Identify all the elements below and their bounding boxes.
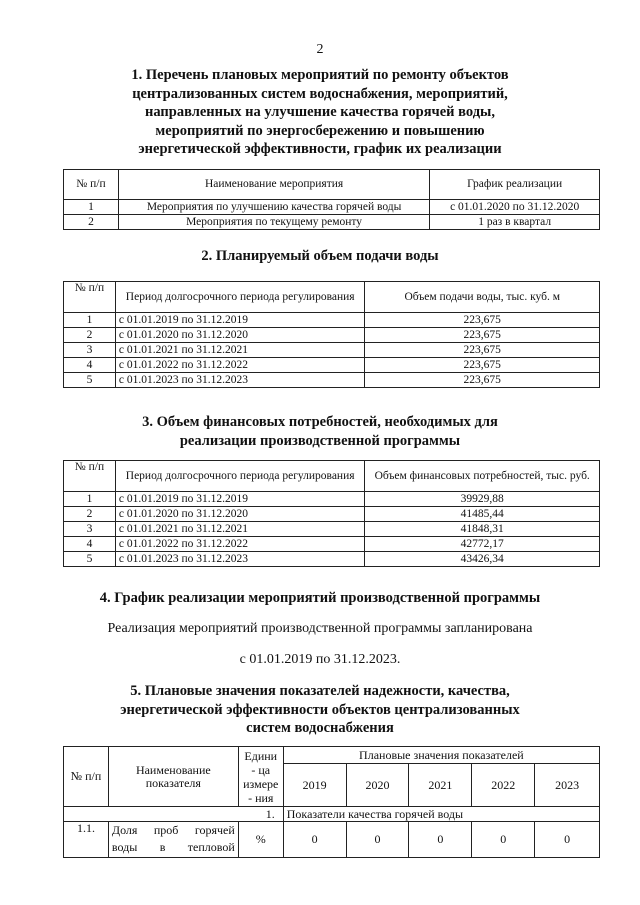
group-title: Показатели качества горячей воды bbox=[283, 807, 599, 822]
title-line: мероприятий по энергосбережению и повышению bbox=[155, 122, 485, 139]
title-line: энергетической эффективности, график их реализации bbox=[138, 141, 502, 157]
header-name: Наименование показателя bbox=[108, 747, 238, 807]
header-cell: Объем подачи воды, тыс. куб. м bbox=[365, 282, 600, 313]
table-row bbox=[64, 313, 600, 328]
cell-value: 223,675 bbox=[365, 343, 600, 358]
cell-num: 2 bbox=[64, 328, 116, 343]
header-year: 2019 bbox=[283, 764, 346, 807]
cell-num: 2 bbox=[64, 215, 119, 230]
cell-period: с 01.01.2023 по 31.12.2023 bbox=[115, 552, 365, 567]
cell-period: с 01.01.2022 по 31.12.2022 bbox=[115, 537, 365, 552]
cell-num: 3 bbox=[64, 343, 116, 358]
title-line: энергетической эффективности объектов централизованных bbox=[120, 701, 520, 718]
cell-value: 223,675 bbox=[365, 313, 600, 328]
cell-value: 0 bbox=[535, 822, 600, 858]
header-num: № п/п bbox=[64, 747, 109, 807]
table-header-row bbox=[64, 461, 600, 492]
cell-name: Мероприятия по улучшению качества горячей воды bbox=[118, 200, 429, 215]
cell-value: 0 bbox=[472, 822, 535, 858]
cell-period: с 01.01.2020 по 31.12.2020 bbox=[115, 507, 365, 522]
cell-period: с 01.01.2020 по 31.12.2020 bbox=[115, 328, 365, 343]
table-activities bbox=[63, 169, 600, 230]
cell-schedule: 1 раз в квартал bbox=[430, 215, 600, 230]
title-line: 3. Объем финансовых потребностей, необходимых для bbox=[142, 414, 498, 430]
header-year: 2021 bbox=[409, 764, 472, 807]
cell-value: 42772,17 bbox=[365, 537, 600, 552]
table-header-row bbox=[64, 747, 600, 764]
cell-num: 1.1. bbox=[64, 822, 109, 858]
title-line: реализации производственной программы bbox=[179, 432, 461, 449]
title-line: 1. Перечень плановых мероприятий по ремонту объектов bbox=[131, 67, 509, 83]
table-row bbox=[64, 215, 600, 230]
table-row bbox=[64, 822, 600, 858]
header-cell: № п/п bbox=[64, 461, 116, 492]
header-cell: Объем финансовых потребностей, тыс. руб. bbox=[365, 461, 600, 492]
table-row bbox=[64, 200, 600, 215]
title-line: централизованных систем водоснабжения, мероприятий, bbox=[132, 85, 508, 102]
table-row bbox=[64, 552, 600, 567]
cell-period: с 01.01.2019 по 31.12.2019 bbox=[115, 492, 365, 507]
cell-period: с 01.01.2023 по 31.12.2023 bbox=[115, 373, 365, 388]
title-line: систем водоснабжения bbox=[246, 720, 394, 736]
header-cell: № п/п bbox=[64, 282, 116, 313]
table-row bbox=[64, 492, 600, 507]
header-year: 2023 bbox=[535, 764, 600, 807]
table-water-volume bbox=[63, 281, 600, 388]
table-row bbox=[64, 343, 600, 358]
cell-num: 4 bbox=[64, 537, 116, 552]
cell-num: 5 bbox=[64, 552, 116, 567]
cell-value: 41848,31 bbox=[365, 522, 600, 537]
table-indicators bbox=[63, 746, 600, 858]
cell-num: 4 bbox=[64, 358, 116, 373]
cell-num: 3 bbox=[64, 522, 116, 537]
header-unit: Едини - ца измере - ния bbox=[238, 747, 283, 807]
cell-value: 0 bbox=[283, 822, 346, 858]
cell-name: Мероприятия по текущему ремонту bbox=[118, 215, 429, 230]
cell-period: с 01.01.2022 по 31.12.2022 bbox=[115, 358, 365, 373]
title-line: направленных на улучшение качества горячей воды, bbox=[144, 104, 495, 120]
cell-num: 2 bbox=[64, 507, 116, 522]
cell-value: 223,675 bbox=[365, 373, 600, 388]
cell-num: 1 bbox=[64, 313, 116, 328]
header-cell: № п/п bbox=[64, 170, 119, 200]
header-cell: Период долгосрочного периода регулирования bbox=[115, 282, 365, 313]
cell-value: 39929,88 bbox=[365, 492, 600, 507]
section-4-title: 4. График реализации мероприятий производственной программы bbox=[99, 590, 541, 606]
cell-unit: % bbox=[238, 822, 283, 858]
table-row bbox=[64, 537, 600, 552]
header-year: 2020 bbox=[346, 764, 409, 807]
page-number: 2 bbox=[316, 42, 324, 57]
cell-value: 0 bbox=[409, 822, 472, 858]
table-header-row bbox=[64, 282, 600, 313]
title-line: 5. Плановые значения показателей надежности, качества, bbox=[130, 683, 510, 699]
table-row bbox=[64, 328, 600, 343]
header-cell: Период долгосрочного периода регулирования bbox=[115, 461, 365, 492]
header-cell: График реализации bbox=[430, 170, 600, 200]
cell-value: 223,675 bbox=[365, 358, 600, 373]
group-num: 1. bbox=[64, 807, 284, 822]
table-row bbox=[64, 358, 600, 373]
section-5-title bbox=[60, 682, 580, 738]
section-4-text: Реализация мероприятий производственной программы запланирована bbox=[107, 621, 533, 636]
cell-period: с 01.01.2019 по 31.12.2019 bbox=[115, 313, 365, 328]
header-cell: Наименование мероприятия bbox=[118, 170, 429, 200]
table-row bbox=[64, 507, 600, 522]
section-3-title bbox=[60, 413, 580, 450]
table-header-row bbox=[64, 170, 600, 200]
table-financial-needs bbox=[63, 460, 600, 567]
cell-schedule: с 01.01.2020 по 31.12.2020 bbox=[430, 200, 600, 215]
section-4-dates: с 01.01.2019 по 31.12.2023. bbox=[239, 652, 401, 667]
cell-value: 0 bbox=[346, 822, 409, 858]
cell-num: 1 bbox=[64, 492, 116, 507]
cell-period: с 01.01.2021 по 31.12.2021 bbox=[115, 343, 365, 358]
cell-value: 41485,44 bbox=[365, 507, 600, 522]
table-row bbox=[64, 373, 600, 388]
cell-num: 1 bbox=[64, 200, 119, 215]
cell-num: 5 bbox=[64, 373, 116, 388]
section-2-title: 2. Планируемый объем подачи воды bbox=[201, 248, 439, 264]
table-group-row bbox=[64, 807, 600, 822]
header-plan: Плановые значения показателей bbox=[283, 747, 599, 764]
table-row bbox=[64, 522, 600, 537]
cell-period: с 01.01.2021 по 31.12.2021 bbox=[115, 522, 365, 537]
section-1-title bbox=[60, 66, 580, 159]
cell-value: 43426,34 bbox=[365, 552, 600, 567]
cell-value: 223,675 bbox=[365, 328, 600, 343]
header-year: 2022 bbox=[472, 764, 535, 807]
cell-name: Доля проб горячей воды в тепловой bbox=[108, 822, 238, 858]
